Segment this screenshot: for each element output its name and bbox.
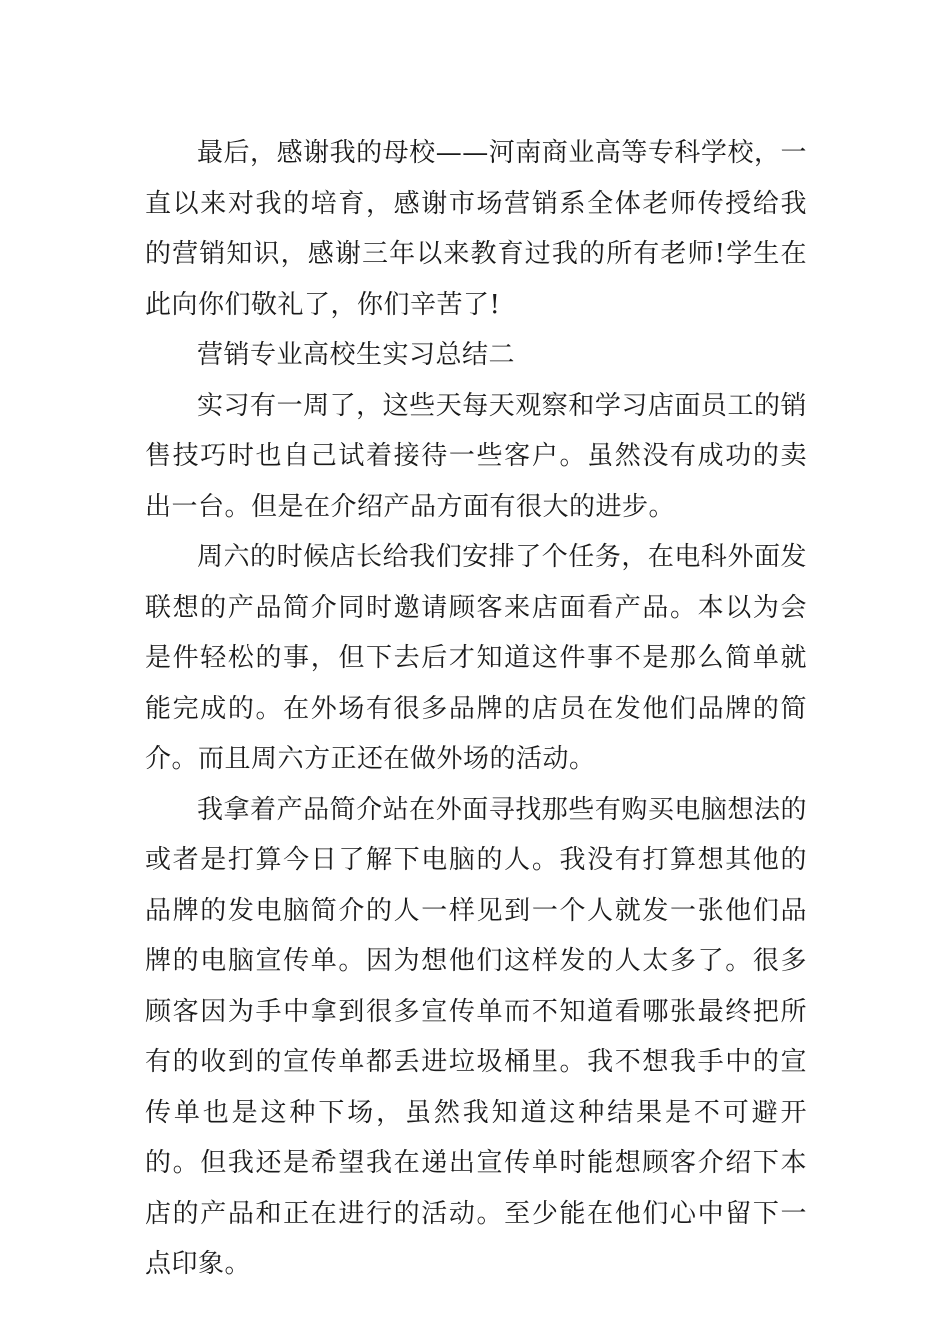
document-body [145,128,807,1290]
paragraph-saturday-task: 周六的时候店长给我们安排了个任务，在电科外面发联想的产品简介同时邀请顾客来店面看产品。本以为会是件轻松的事，但下去后才知道这件事不是那么简单就能完成的。在外场有很多品牌的店员在发他们品牌的简介。而且周六方正还在做外场的活动。 [145,542,807,774]
paragraph-flyers: 我拿着产品简介站在外面寻找那些有购买电脑想法的或者是打算今日了解下电脑的人。我没有打算想其他的品牌的发电脑简介的人一样见到一个人就发一张他们品牌的电脑宣传单。因为想他们这样发的人太多了。很多顾客因为手中拿到很多宣传单而不知道看哪张最终把所有的收到的宣传单都丢进垃圾桶里。我不想我手中的宣传单也是这种下场，虽然我知道这种结果是不可避开的。但我还是希望我在递出宣传单时能想顾客介绍下本店的产品和正在进行的活动。至少能在他们心中留下一点印象。 [145,794,807,1279]
section-heading: 营销专业高校生实习总结二 [197,340,516,370]
paragraph-thanks: 最后，感谢我的母校——河南商业高等专科学校，一直以来对我的培育，感谢市场营销系全体老师传授给我的营销知识，感谢三年以来教育过我的所有老师!学生在此向你们敬礼了，你们辛苦了! [145,138,807,320]
paragraph-internship-week: 实习有一周了，这些天每天观察和学习店面员工的销售技巧时也自己试着接待一些客户。虽然没有成功的卖出一台。但是在介绍产品方面有很大的进步。 [145,390,807,522]
